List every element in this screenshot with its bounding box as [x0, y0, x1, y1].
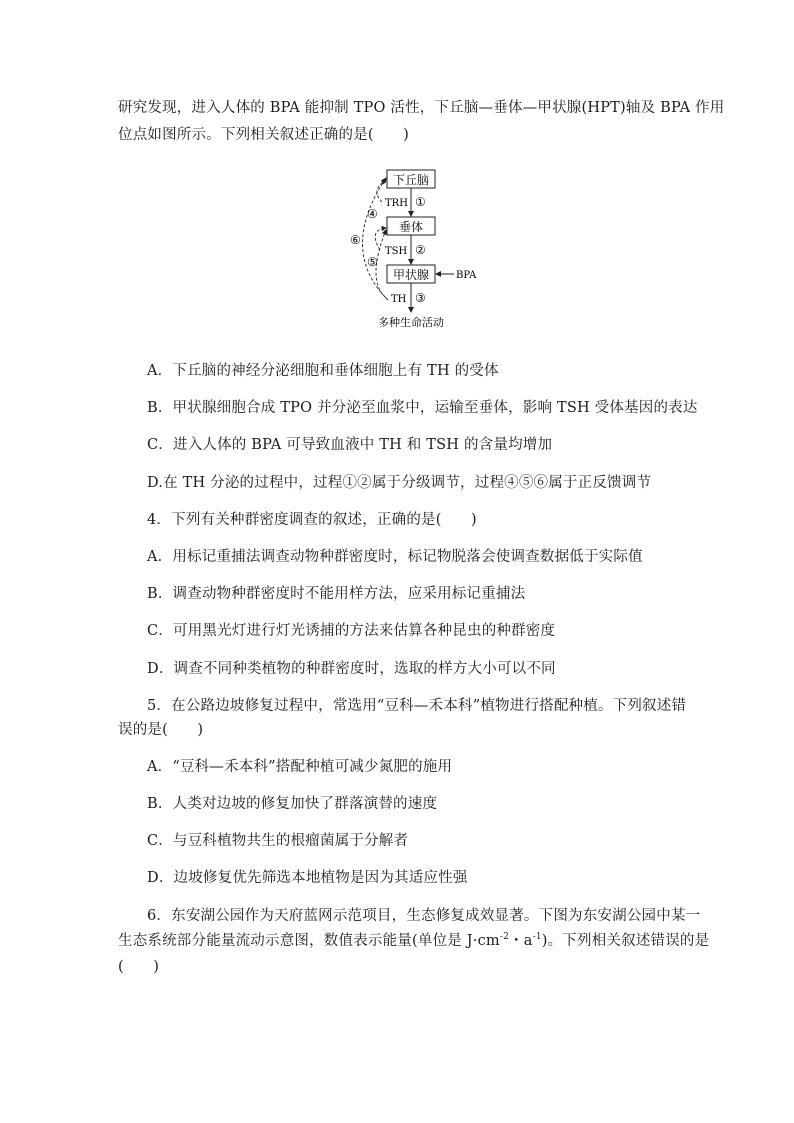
question-stem-line1: 研究发现，进入人体的 BPA 能抑制 TPO 活性，下丘脑—垂体—甲状腺(HPT)轴及 BPA 作用 — [118, 100, 725, 116]
q5-option-b: B．人类对边坡的修复加快了群落演替的速度 — [147, 796, 438, 812]
step-6: ⑥ — [350, 233, 361, 247]
q4-option-c: C．可用黑光灯进行灯光诱捕的方法来估算各种昆虫的种群密度 — [147, 623, 556, 639]
q3-option-c: C．进入人体的 BPA 可导致血液中 TH 和 TSH 的含量均增加 — [147, 437, 553, 453]
q5-option-c: C．与豆科植物共生的根瘤菌属于分解者 — [147, 833, 409, 849]
step-4: ④ — [367, 207, 378, 221]
step-1: ① — [415, 195, 426, 209]
q5-stem-line1: 5．在公路边坡修复过程中，常选用“豆科—禾本科”植物进行搭配种植。下列叙述错 — [147, 698, 687, 714]
q6-stem-line3: ( ) — [118, 959, 160, 975]
step-5: ⑤ — [367, 255, 378, 269]
label-bpa: BPA — [456, 270, 477, 281]
q6-stem-text-a: 生态系统部分能量流动示意图，数值表示能量(单位是 J·cm — [118, 933, 500, 949]
label-th: TH — [391, 294, 407, 305]
q3-option-a: A．下丘脑的神经分泌细胞和垂体细胞上有 TH 的受体 — [147, 363, 499, 379]
box-pituitary-label: 垂体 — [398, 220, 424, 234]
q6-unit-sup2: -1 — [532, 932, 542, 943]
q4-option-d: D．调查不同种类植物的种群密度时，选取的样方大小可以不同 — [147, 661, 556, 677]
q3-option-b: B．甲状腺细胞合成 TPO 并分泌至血浆中，运输至垂体，影响 TSH 受体基因的表达 — [147, 400, 698, 416]
label-tsh: TSH — [385, 246, 408, 257]
q6-stem-text-c: )。下列相关叙述错误的是 — [541, 933, 710, 949]
q6-unit-sup1: -2 — [499, 932, 510, 943]
box-hypothalamus-label: 下丘脑 — [392, 173, 430, 187]
step-3: ③ — [415, 291, 426, 305]
q6-stem-line2 — [118, 931, 709, 951]
q6-stem-text-b: ・a — [509, 933, 533, 949]
question-stem-line2: 位点如图所示。下列相关叙述正确的是( ) — [118, 127, 410, 143]
q5-option-a: A．“豆科—禾本科”搭配种植可减少氮肥的施用 — [147, 759, 453, 775]
label-trh: TRH — [385, 198, 408, 209]
q4-stem: 4．下列有关种群密度调查的叙述，正确的是( ) — [147, 512, 477, 528]
q6-stem-line1: 6．东安湖公园作为天府蓝网示范项目，生态修复成效显著。下图为东安湖公园中某一 — [147, 908, 701, 924]
q3-option-d: D.在 TH 分泌的过程中，过程①②属于分级调节，过程④⑤⑥属于正反馈调节 — [147, 475, 652, 491]
step-2: ② — [415, 243, 426, 257]
hpt-axis-diagram — [330, 160, 490, 340]
q5-stem-line2: 误的是( ) — [118, 722, 204, 738]
diagram-bottom-label: 多种生命活动 — [378, 316, 444, 329]
q5-option-d: D．边坡修复优先筛选本地植物是因为其适应性强 — [147, 870, 468, 886]
q4-option-b: B．调查动物种群密度时不能用样方法，应采用标记重捕法 — [147, 586, 526, 602]
box-thyroid-label: 甲状腺 — [392, 268, 430, 282]
q4-option-a: A．用标记重捕法调查动物种群密度时，标记物脱落会使调查数据低于实际值 — [147, 549, 643, 565]
